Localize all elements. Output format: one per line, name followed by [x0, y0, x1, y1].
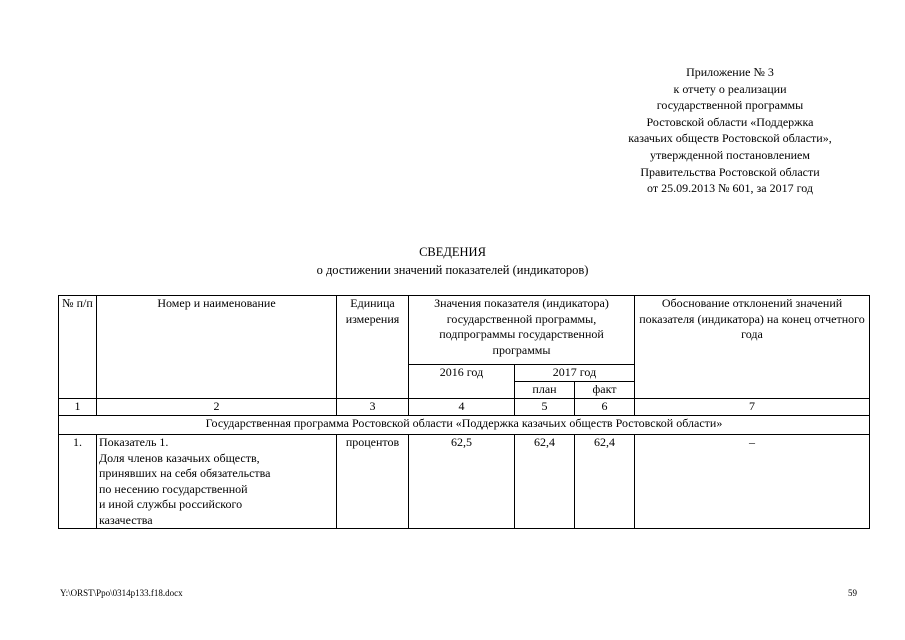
appendix-line: Приложение № 3 — [686, 65, 774, 79]
header-values: Значения показателя (индикатора) государственной программы, подпрограммы государственной программы — [409, 296, 635, 365]
header-name: Номер и наименование — [97, 296, 337, 399]
row-name-line: по несению государственной — [99, 481, 248, 496]
row-plan-2017: 62,4 — [515, 435, 575, 529]
section-title: Государственная программа Ростовской области «Поддержка казачьих обществ Ростовской области» — [59, 416, 870, 435]
document-title: СВЕДЕНИЯ — [419, 245, 486, 259]
column-number: 1 — [59, 399, 97, 416]
header-year-2016: 2016 год — [409, 365, 515, 399]
header-fact: факт — [575, 382, 635, 399]
row-justification: – — [635, 435, 870, 529]
appendix-line: к отчету о реализации — [673, 81, 787, 96]
row-name-line: принявших на себя обязательства — [99, 466, 271, 480]
header-unit: Единица измерения — [337, 296, 409, 399]
appendix-line: Ростовской области «Поддержка — [646, 114, 814, 129]
row-name-line: Показатель 1. — [99, 435, 169, 449]
column-number: 4 — [409, 399, 515, 416]
appendix-line: казачьих обществ Ростовской области», — [628, 131, 832, 146]
header-justification: Обоснование отклонений значений показателя (индикатора) на конец отчетного года — [635, 296, 870, 399]
appendix-line: государственной программы — [656, 98, 804, 113]
column-numbers-row — [59, 399, 870, 416]
footer-page-number: 59 — [848, 588, 857, 598]
row-num: 1. — [59, 435, 97, 529]
header-year-2017: 2017 год — [515, 365, 635, 382]
document-subtitle: о достижении значений показателей (индикаторов) — [316, 263, 589, 277]
header-num: № п/п — [59, 296, 97, 399]
row-name — [97, 435, 337, 529]
table-row — [59, 435, 870, 529]
row-name-line: и иной службы российского — [99, 497, 243, 511]
column-number: 6 — [575, 399, 635, 416]
column-number: 3 — [337, 399, 409, 416]
column-number: 2 — [97, 399, 337, 416]
row-name-line: Доля членов казачьих обществ, — [99, 450, 260, 465]
column-number: 7 — [635, 399, 870, 416]
row-unit: процентов — [337, 435, 409, 529]
appendix-line: Правительства Ростовской области — [640, 164, 820, 179]
row-fact-2017: 62,4 — [575, 435, 635, 529]
appendix-line: от 25.09.2013 № 601, за 2017 год — [647, 181, 813, 196]
footer-file-path: Y:\ORST\Ppo\0314p133.f18.docx — [60, 588, 183, 598]
row-name-line: казачества — [99, 512, 153, 527]
row-value-2016: 62,5 — [409, 435, 515, 529]
column-number: 5 — [515, 399, 575, 416]
appendix-line: утвержденной постановлением — [650, 147, 810, 162]
appendix-header — [560, 64, 900, 197]
indicators-table — [58, 295, 870, 529]
header-plan: план — [515, 382, 575, 399]
